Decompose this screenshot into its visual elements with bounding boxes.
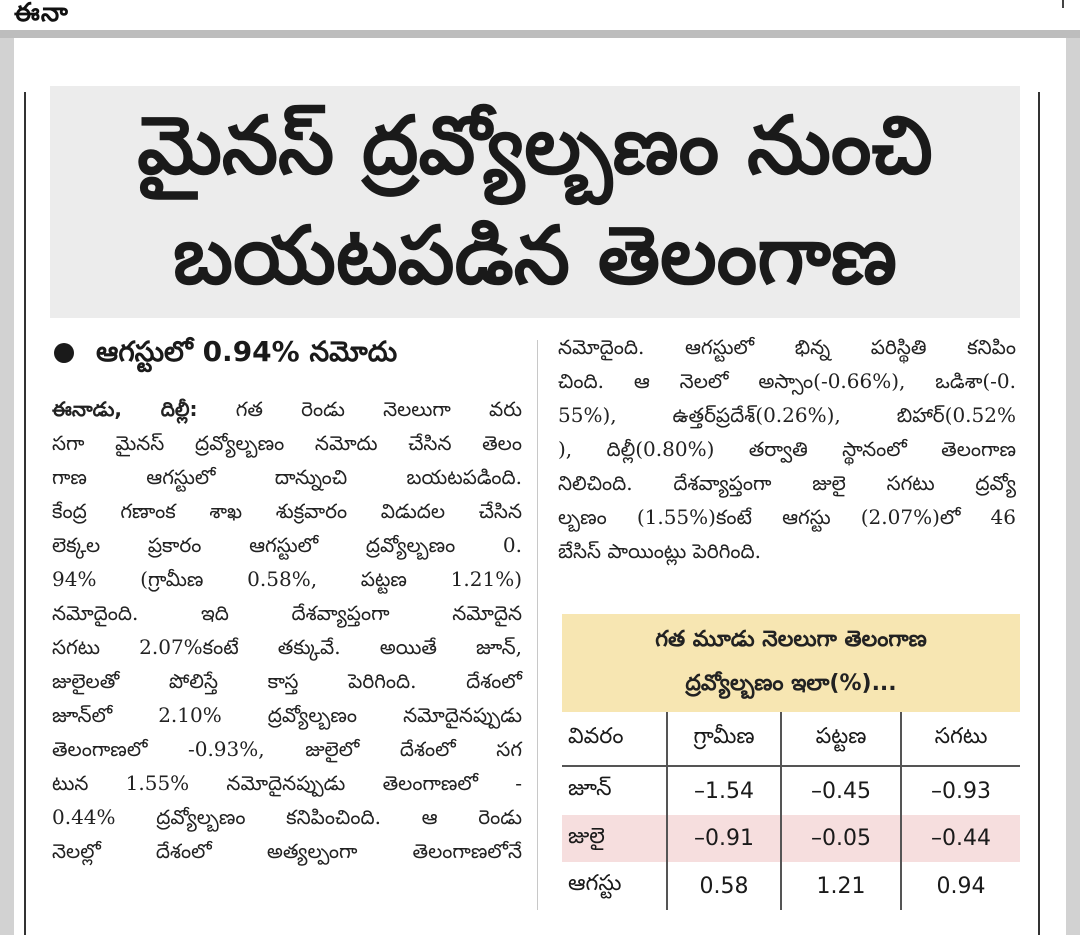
table-cell: –0.93 [901, 766, 1020, 815]
article-line: నమోదైంది. ఆగస్టులో భిన్న పరిస్థితి కనిపిం [558, 335, 1016, 359]
infobox-title-line-2: ద్రవ్యోల్బణం ఇలా(%)... [685, 671, 897, 696]
infobox-title-line-1: గత మూడు నెలలుగా తెలంగాణ [655, 627, 927, 652]
left-rule [24, 92, 26, 935]
article-line: జూన్‌లో 2.10% ద్రవ్యోల్బణం నమోదైనప్పుడు [52, 703, 522, 727]
right-rule [1038, 92, 1040, 935]
table-cell: 1.21 [781, 862, 901, 910]
article-line [52, 392, 522, 426]
table-row [562, 766, 1020, 815]
article-line: నెలల్లో దేశంలో అత్యల్పంగా తెలంగాణలోనే [52, 839, 522, 863]
column-rule [537, 340, 538, 910]
table-header-cell: పట్టణ [781, 712, 901, 766]
article-line-text: గత రెండు నెలలుగా వరు [197, 397, 522, 421]
table-row [562, 862, 1020, 910]
article-column-right [558, 330, 1016, 568]
article-line: 0.44% ద్రవ్యోల్బణం కనిపించింది. ఆ రెండు [52, 805, 522, 829]
article-line: సగా మైనస్ ద్రవ్యోల్బణం నమోదు చేసిన తెలం [52, 431, 522, 455]
highlight-point [52, 330, 532, 374]
article-line: కేంద్ర గణాంక శాఖ శుక్రవారం విడుదల చేసిన [52, 499, 522, 523]
headline-panel [50, 86, 1020, 318]
infobox-title [562, 618, 1020, 706]
article-line: 94% (గ్రామీణ 0.58%, పట్టణ 1.21%) [52, 567, 522, 591]
article-line: నమోదైంది. ఇది దేశవ్యాప్తంగా నమోదైన [52, 601, 522, 625]
table-cell: –0.44 [901, 815, 1020, 863]
table-cell: జులై [562, 815, 667, 863]
headline-line-2: బయటపడిన తెలంగాణ [172, 209, 897, 302]
highlight-text: ఆగస్టులో 0.94% నమోదు [96, 335, 398, 368]
article-line: 55%), ఉత్తర్‌ప్రదేశ్(0.26%), బిహార్(0.52% [558, 403, 1016, 427]
article-line: చింది. ఆ నెలలో అస్సాం(-0.66%), ఒడిశా(-0. [558, 369, 1016, 393]
article-line: లెక్కల ప్రకారం ఆగస్టులో ద్రవ్యోల్బణం 0. [52, 533, 522, 557]
inflation-table [562, 712, 1020, 910]
headline-line-1: మైనస్ ద్రవ్యోల్బణం నుంచి [137, 99, 933, 192]
table-header-row [562, 712, 1020, 766]
table-cell: 0.58 [667, 862, 781, 910]
table-header-cell: సగటు [901, 712, 1020, 766]
article-line: బేసిస్ పాయింట్లు పెరిగింది. [558, 539, 761, 563]
article-line: గాణ ఆగస్టులో దాన్నుంచి బయటపడింది. [52, 465, 522, 489]
left-margin-band [0, 38, 14, 935]
corner-mark [1062, 0, 1064, 8]
table-cell: –0.45 [781, 766, 901, 815]
article-line: తెలంగాణలో -0.93%, జులైలో దేశంలో సగ [52, 737, 522, 761]
article-line: ), దిల్లీ(0.80%) తర్వాతి స్థానంలో తెలంగాణ [558, 437, 1016, 461]
table-row [562, 815, 1020, 863]
article-dateline: ఈనాడు, దిల్లీ: [52, 397, 198, 421]
divider-bar [0, 30, 1080, 38]
table-cell: జూన్ [562, 766, 667, 815]
article-line: నిలిచింది. దేశవ్యాప్తంగా జులై సగటు ద్రవ్యో [558, 471, 1016, 495]
table-cell: ఆగస్టు [562, 862, 667, 910]
table-cell: –0.05 [781, 815, 901, 863]
masthead-logo: ఈనా [14, 0, 69, 28]
table-cell: –1.54 [667, 766, 781, 815]
inflation-infobox [562, 614, 1020, 910]
table-header-cell: వివరం [562, 712, 667, 766]
right-margin-band [1066, 38, 1080, 935]
article-column-left [52, 392, 522, 868]
article-line: సగటు 2.07%కంటే తక్కువే. అయితే జూన్, [52, 635, 522, 659]
article-line: టున 1.55% నమోదైనప్పుడు తెలంగాణలో - [52, 771, 522, 795]
bullet-icon [54, 343, 74, 363]
article-line: జులైలతో పోలిస్తే కాస్త పెరిగింది. దేశంలో [52, 669, 522, 693]
table-cell: –0.91 [667, 815, 781, 863]
table-cell: 0.94 [901, 862, 1020, 910]
article-line: ల్బణం (1.55%)కంటే ఆగస్టు (2.07%)లో 46 [558, 505, 1016, 529]
top-bar [0, 0, 1080, 30]
table-header-cell: గ్రామీణ [667, 712, 781, 766]
